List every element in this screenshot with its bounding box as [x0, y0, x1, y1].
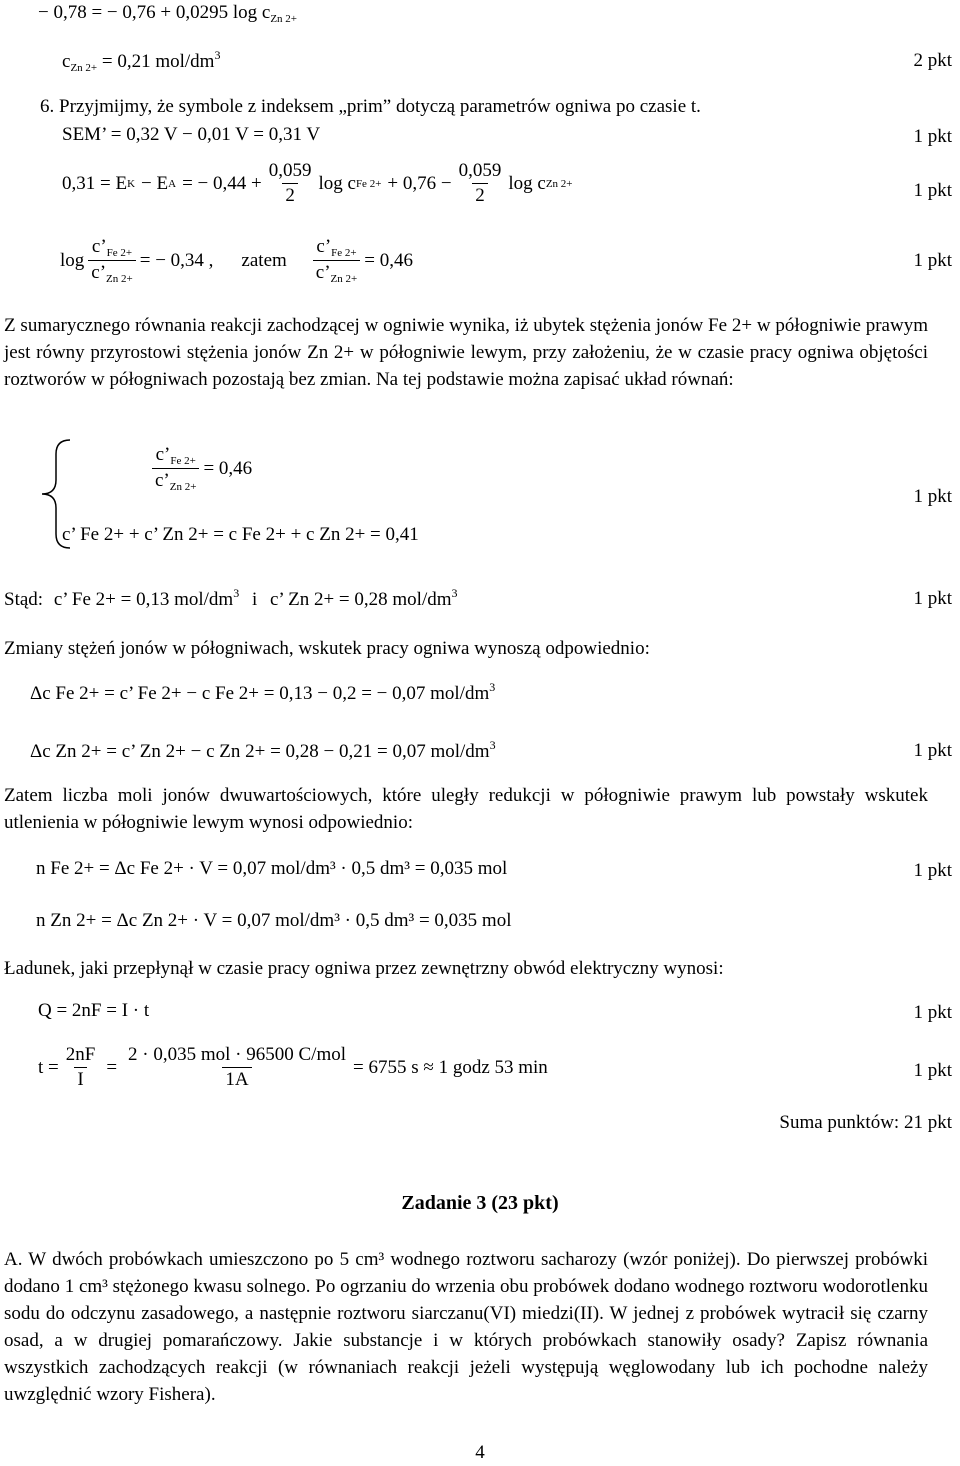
item-6-text: 6. Przyjmijmy, że symbole z indeksem „prim” dotyczą parametrów ogniwa po czasie t.: [40, 96, 701, 117]
fraction: $\frac{c’_{Fe 2+}}{c’_{Zn 2+}}$: [152, 444, 199, 493]
paragraph-moles: Zatem liczba moli jonów dwuwartościowych, które uległy redukcji w półogniwie prawym lub powstały wskutek utlenienia w półogniwie lewym wynosi odpowiednio:: [4, 785, 928, 833]
sem-equation: SEM’ = 0,32 V − 0,01 V = 0,31 V: [62, 124, 321, 145]
paragraph-explanation: Z sumarycznego równania reakcji zachodzącej w ogniwie wynika, iż ubytek stężenia jonów Fe 2+ w półogniwie prawym jest równy przyrostowi stężenia jonów Zn 2+ w półogniwie lewym, przy założeniu, że w czasie pracy ogniwa objętości roztworów w półogniwach pozostają bez zmian. Na tej podstawie można zapisać układ równań:: [4, 315, 928, 390]
equation-time: t = $\frac{2nF}{I}$ = $\frac{\text{2 · 0,035 mol · 96500 C/mol}}{1A}$ = 6755 s ≈ 1 godz 53 min: [38, 1044, 548, 1090]
paragraph-task-a: A. W dwóch probówkach umieszczono po 5 cm³ wodnego roztworu sacharozy (wzór poniżej). Do pierwszej probówki dodano 1 cm³ stężonego kwasu solnego. Po ogrzaniu do wrzenia obu probówek dodano wodnego roztworu wodorotlenku sodu do odczynu zasadowego, a następnie roztworu siarczanu(VI) miedzi(II). W jednej z probówek wytracił się czarny osad, a w drugiej pomarańczowy. Jakie substancje i w których probówkach stanowiły osady? Zapisz równania wszystkich zachodzących reakcji (w równaniach reakcji jeżeli występują węglowodany lub ich pochodne należy uwzględnić wzory Fishera).: [4, 1249, 928, 1405]
points-label: 1 pkt: [913, 1002, 952, 1023]
points-label: 1 pkt: [913, 588, 952, 609]
equation-text: − 0,78 = − 0,76 + 0,0295 log c: [38, 2, 271, 23]
result-concentrations: Stąd: c’ Fe 2+ = 0,13 mol/$dm^3$ i c’ Zn 2+ = 0,28 mol/$dm^3$: [4, 586, 458, 610]
equation-nernst-zn: [38, 2, 297, 25]
points-label: 1 pkt: [913, 740, 952, 761]
equation-delta-fe: Δc Fe 2+ = c’ Fe 2+ − c Fe 2+ = 0,13 − 0,2 = − 0,07 mol/$dm^3$: [30, 680, 496, 704]
system-equation-1: $\frac{c’_{Fe 2+}}{c’_{Zn 2+}}$ = 0,46: [148, 444, 252, 493]
system-equation-2: c’ Fe 2+ + c’ Zn 2+ = c Fe 2+ + c Zn 2+ = 0,41: [62, 524, 419, 545]
points-label: 1 pkt: [913, 860, 952, 881]
fraction: $\frac{0,059}{2}$: [458, 160, 502, 206]
points-label: 1 pkt: [913, 1060, 952, 1081]
points-label: 1 pkt: [913, 180, 952, 201]
text-changes-intro: Zmiany stężeń jonów w półogniwach, wskutek pracy ogniwa wynoszą odpowiednio:: [4, 638, 650, 659]
fraction: $\frac{0,059}{2}$: [268, 160, 312, 206]
points-label: 2 pkt: [913, 50, 952, 71]
fraction: $\frac{c’_{Fe 2+}}{c’_{Zn 2+}}$: [88, 236, 135, 285]
points-label: 1 pkt: [913, 250, 952, 271]
points-label: 1 pkt: [913, 486, 952, 507]
section-title: Zadanie 3 (23 pkt): [401, 1192, 559, 1214]
equation-charge: Q = 2nF = I · t: [38, 1000, 150, 1021]
page-number: 4: [475, 1442, 485, 1463]
fraction: $\frac{2nF}{I}$: [65, 1044, 96, 1090]
points-total: Suma punktów: 21 pkt: [779, 1112, 952, 1133]
equation-sem-nernst: 0,31 = E K − E A = − 0,44 + $\frac{0,059}{2}$ log c Fe 2+ + 0,76 − $\frac{0,059}{2}$ log c Zn 2+: [62, 160, 573, 206]
equation-subscript: Zn 2+: [270, 13, 298, 25]
equation-czn-result: $c_{Zn 2+} = 0,21$ mol/$dm^3$: [62, 48, 221, 74]
text-charge-intro: Ładunek, jaki przepłynął w czasie pracy ogniwa przez zewnętrzny obwód elektryczny wynosi:: [4, 958, 724, 979]
fraction: $\frac{\text{2 · 0,035 mol · 96500 C/mol}}{1A}$: [128, 1044, 347, 1090]
points-label: 1 pkt: [913, 126, 952, 147]
equation-n-zn: n Zn 2+ = Δc Zn 2+ · V = 0,07 mol/dm³ · 0,5 dm³ = 0,035 mol: [36, 910, 512, 931]
fraction: $\frac{c’_{Fe 2+}}{c’_{Zn 2+}}$: [313, 236, 360, 285]
equation-log-ratio: log $\frac{c’_{Fe 2+}}{c’_{Zn 2+}}$ = − 0,34 , zatem $\frac{c’_{Fe 2+}}{c’_{Zn 2+}}$ = 0,46: [60, 236, 413, 285]
equation-delta-zn: Δc Zn 2+ = c’ Zn 2+ − c Zn 2+ = 0,28 − 0,21 = 0,07 mol/$dm^3$: [30, 738, 496, 762]
equation-n-fe: n Fe 2+ = Δc Fe 2+ · V = 0,07 mol/dm³ · 0,5 dm³ = 0,035 mol: [36, 858, 508, 879]
